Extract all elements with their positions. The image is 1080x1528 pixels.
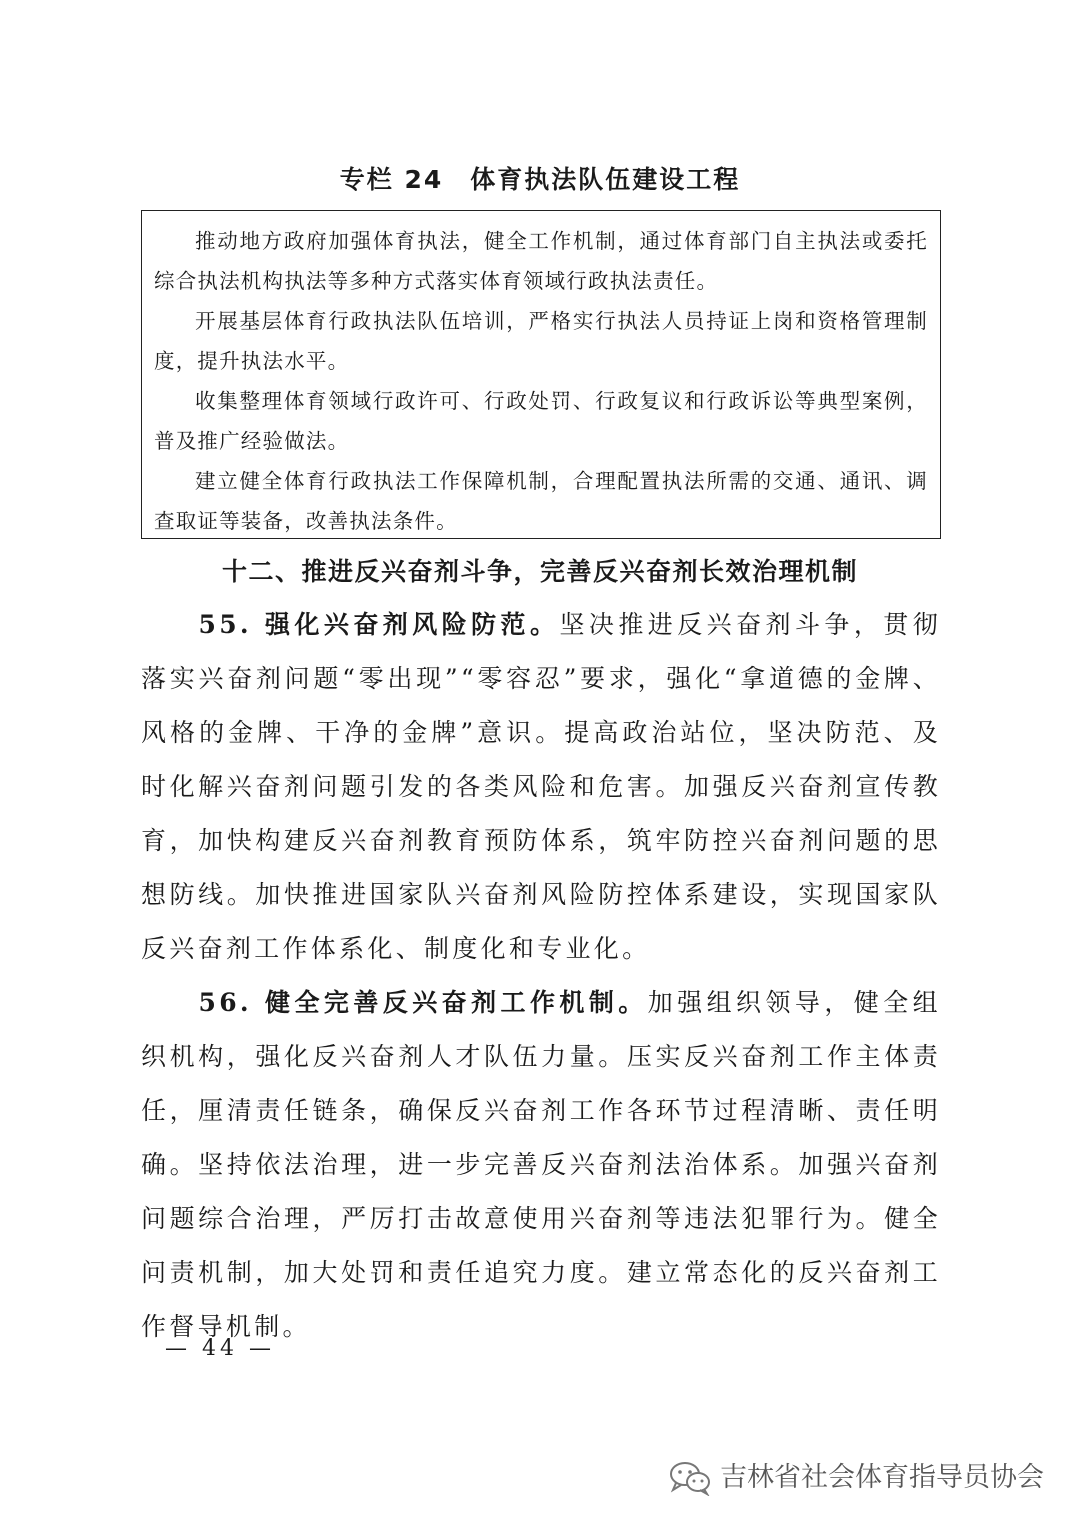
item-body: 加强组织领导，健全组织机构，强化反兴奋剂人才队伍力量。压实反兴奋剂工作主体责任，厘清责任链条，确保反兴奋剂工作各环节过程清晰、责任明确。坚持依法治理，进一步完善反兴奋剂法治体系。加强兴奋剂问题综合治理，严厉打击故意使用兴奋剂等违法犯罪行为。健全问责机制，加大处罚和责任追究力度。建立常态化的反兴奋剂工作督导机制。 (141, 988, 941, 1341)
page-number: — 44 — (165, 1336, 275, 1361)
item-title: 55. 强化兴奋剂风险防范。 (198, 610, 560, 639)
watermark-text: 吉林省社会体育指导员协会 (720, 1462, 1044, 1493)
column-paragraph: 推动地方政府加强体育执法，健全工作机制，通过体育部门自主执法或委托综合执法机构执法等多种方式落实体育领域行政执法责任。 (154, 229, 928, 293)
body-text (141, 598, 941, 1354)
item-paragraph (141, 976, 941, 1354)
section-heading: 十二、推进反兴奋剂斗争，完善反兴奋剂长效治理机制 (221, 557, 858, 586)
wechat-icon (668, 1460, 712, 1496)
column-title: 专栏 24 体育执法队伍建设工程 (339, 165, 741, 194)
column-paragraph: 收集整理体育领域行政许可、行政处罚、行政复议和行政诉讼等典型案例，普及推广经验做法。 (154, 389, 928, 453)
item-paragraph (141, 598, 941, 976)
column-box (141, 210, 941, 539)
column-paragraph: 开展基层体育行政执法队伍培训，严格实行执法人员持证上岗和资格管理制度，提升执法水平。 (154, 309, 928, 373)
watermark (668, 1458, 1044, 1498)
item-title: 56. 健全完善反兴奋剂工作机制。 (198, 988, 648, 1017)
item-body: 坚决推进反兴奋剂斗争，贯彻落实兴奋剂问题“零出现”“零容忍”要求，强化“拿道德的金牌、风格的金牌、干净的金牌”意识。提高政治站位，坚决防范、及时化解兴奋剂问题引发的各类风险和危害。加强反兴奋剂宣传教育，加快构建反兴奋剂教育预防体系，筑牢防控兴奋剂问题的思想防线。加快推进国家队兴奋剂风险防控体系建设，实现国家队反兴奋剂工作体系化、制度化和专业化。 (141, 610, 942, 963)
column-paragraph: 建立健全体育行政执法工作保障机制，合理配置执法所需的交通、通讯、调查取证等装备，改善执法条件。 (154, 469, 928, 533)
